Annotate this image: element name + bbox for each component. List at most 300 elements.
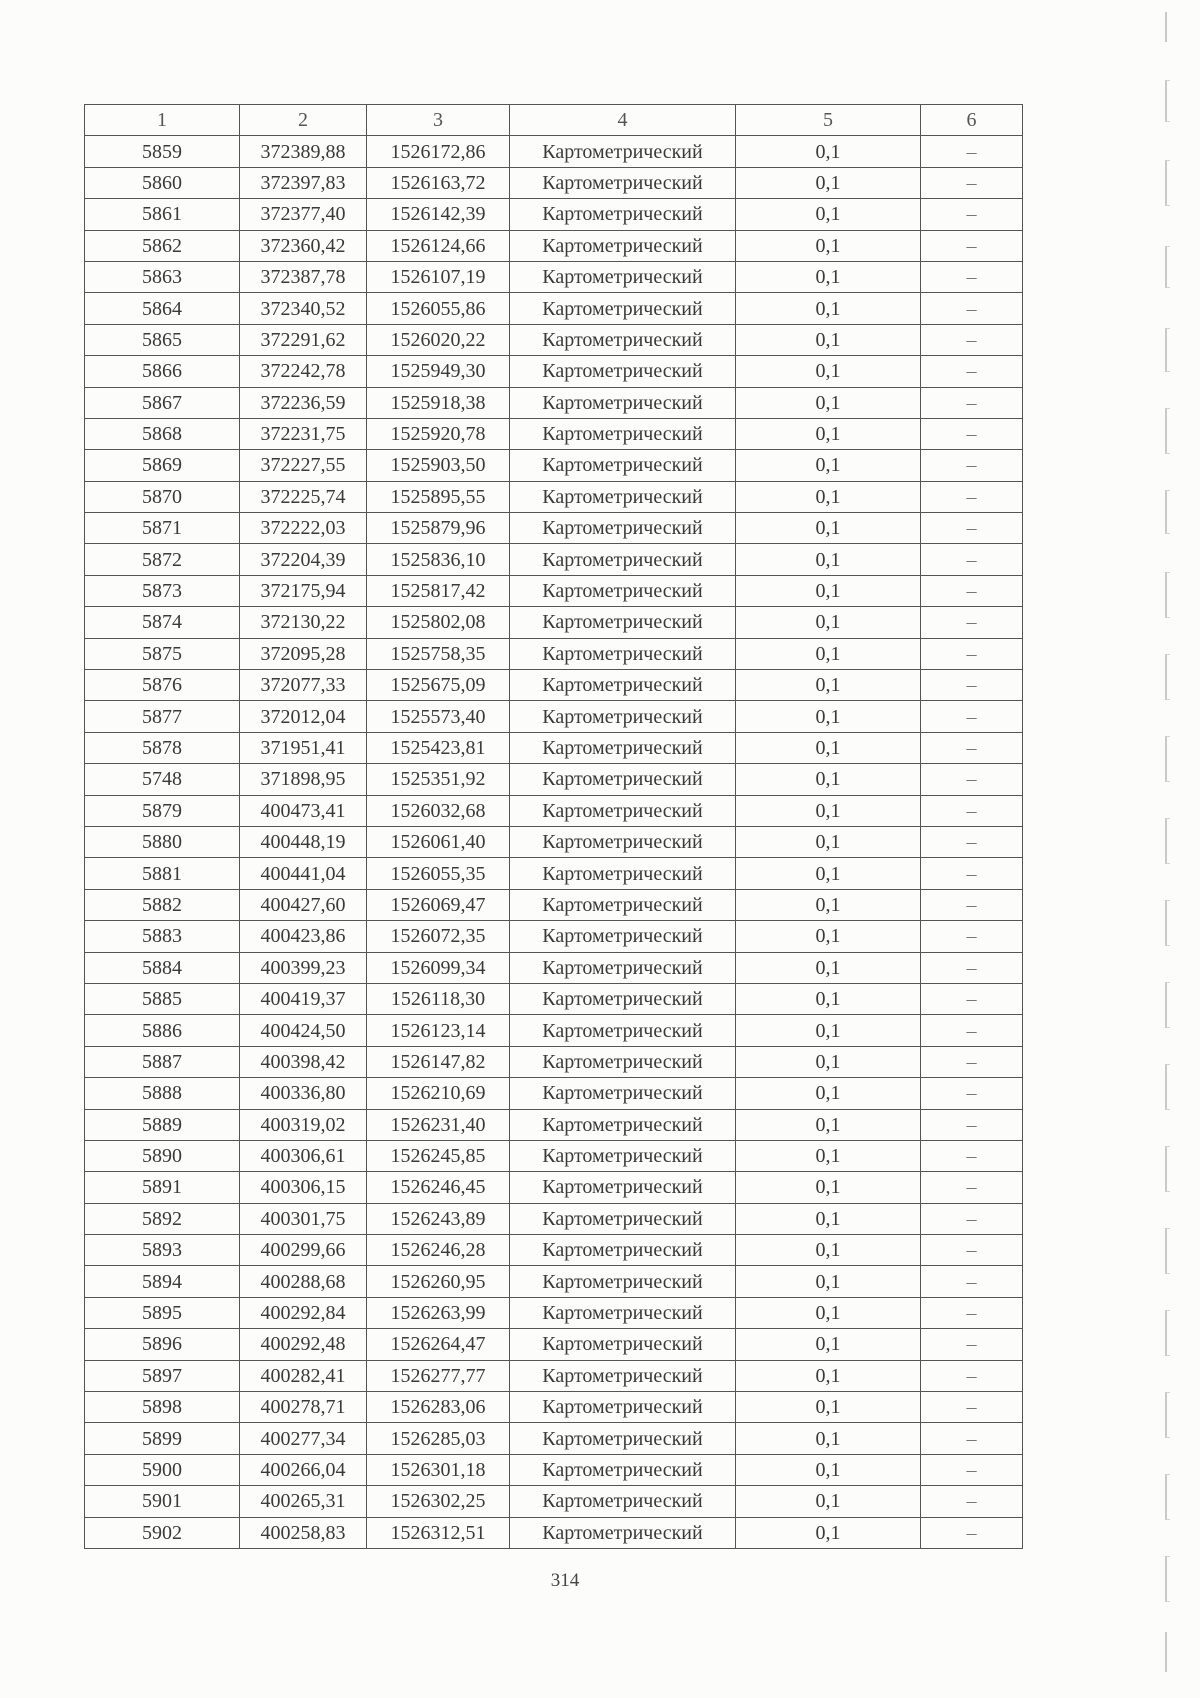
table-row	[85, 1486, 1023, 1517]
x-coordinate-cell: 400423,86	[240, 921, 367, 952]
y-coordinate-cell: 1526246,28	[367, 1235, 510, 1266]
accuracy-cell: 0,1	[736, 544, 921, 575]
accuracy-cell: 0,1	[736, 199, 921, 230]
y-coordinate-cell: 1526069,47	[367, 889, 510, 920]
table-row	[85, 889, 1023, 920]
scan-edge-mark	[1165, 736, 1170, 782]
note-cell: –	[921, 167, 1023, 198]
x-coordinate-cell: 372225,74	[240, 481, 367, 512]
table-row	[85, 1140, 1023, 1171]
point-number-cell: 5882	[85, 889, 240, 920]
accuracy-cell: 0,1	[736, 1486, 921, 1517]
x-coordinate-cell: 400427,60	[240, 889, 367, 920]
table-row	[85, 513, 1023, 544]
table-row	[85, 324, 1023, 355]
accuracy-cell: 0,1	[736, 795, 921, 826]
table-row	[85, 167, 1023, 198]
accuracy-cell: 0,1	[736, 293, 921, 324]
accuracy-cell: 0,1	[736, 1015, 921, 1046]
point-number-cell: 5860	[85, 167, 240, 198]
method-cell: Картометрический	[510, 1172, 736, 1203]
table-row	[85, 1517, 1023, 1548]
y-coordinate-cell: 1526283,06	[367, 1392, 510, 1423]
scan-edge-mark	[1165, 12, 1170, 42]
accuracy-cell: 0,1	[736, 1392, 921, 1423]
y-coordinate-cell: 1526107,19	[367, 261, 510, 292]
scan-edge-mark	[1165, 1064, 1170, 1110]
point-number-cell: 5879	[85, 795, 240, 826]
scan-edge-mark	[1165, 246, 1170, 288]
point-number-cell: 5887	[85, 1046, 240, 1077]
table-row	[85, 1172, 1023, 1203]
table-row	[85, 764, 1023, 795]
table-row	[85, 481, 1023, 512]
y-coordinate-cell: 1526312,51	[367, 1517, 510, 1548]
x-coordinate-cell: 372340,52	[240, 293, 367, 324]
x-coordinate-cell: 372175,94	[240, 575, 367, 606]
method-cell: Картометрический	[510, 1297, 736, 1328]
y-coordinate-cell: 1526260,95	[367, 1266, 510, 1297]
x-coordinate-cell: 372077,33	[240, 670, 367, 701]
method-cell: Картометрический	[510, 356, 736, 387]
accuracy-cell: 0,1	[736, 167, 921, 198]
accuracy-cell: 0,1	[736, 952, 921, 983]
y-coordinate-cell: 1526123,14	[367, 1015, 510, 1046]
method-cell: Картометрический	[510, 1454, 736, 1485]
x-coordinate-cell: 372291,62	[240, 324, 367, 355]
method-cell: Картометрический	[510, 136, 736, 167]
column-header-6: 6	[921, 105, 1023, 136]
method-cell: Картометрический	[510, 701, 736, 732]
method-cell: Картометрический	[510, 1109, 736, 1140]
x-coordinate-cell: 372236,59	[240, 387, 367, 418]
y-coordinate-cell: 1525573,40	[367, 701, 510, 732]
accuracy-cell: 0,1	[736, 1423, 921, 1454]
note-cell: –	[921, 356, 1023, 387]
note-cell: –	[921, 513, 1023, 544]
y-coordinate-cell: 1526061,40	[367, 826, 510, 857]
method-cell: Картометрический	[510, 230, 736, 261]
scan-edge-mark	[1165, 490, 1170, 534]
point-number-cell: 5878	[85, 732, 240, 763]
y-coordinate-cell: 1525758,35	[367, 638, 510, 669]
note-cell: –	[921, 701, 1023, 732]
y-coordinate-cell: 1525903,50	[367, 450, 510, 481]
point-number-cell: 5894	[85, 1266, 240, 1297]
y-coordinate-cell: 1526245,85	[367, 1140, 510, 1171]
table-row	[85, 293, 1023, 324]
accuracy-cell: 0,1	[736, 826, 921, 857]
method-cell: Картометрический	[510, 1266, 736, 1297]
table-row	[85, 1329, 1023, 1360]
point-number-cell: 5748	[85, 764, 240, 795]
point-number-cell: 5899	[85, 1423, 240, 1454]
table-row	[85, 638, 1023, 669]
table-row	[85, 1297, 1023, 1328]
point-number-cell: 5898	[85, 1392, 240, 1423]
table-row	[85, 1360, 1023, 1391]
y-coordinate-cell: 1526055,86	[367, 293, 510, 324]
table-row	[85, 1454, 1023, 1485]
method-cell: Картометрический	[510, 199, 736, 230]
table-row	[85, 795, 1023, 826]
y-coordinate-cell: 1526302,25	[367, 1486, 510, 1517]
y-coordinate-cell: 1526210,69	[367, 1078, 510, 1109]
method-cell: Картометрический	[510, 1046, 736, 1077]
method-cell: Картометрический	[510, 167, 736, 198]
table-row	[85, 826, 1023, 857]
point-number-cell: 5902	[85, 1517, 240, 1548]
x-coordinate-cell: 400292,84	[240, 1297, 367, 1328]
x-coordinate-cell: 400277,34	[240, 1423, 367, 1454]
method-cell: Картометрический	[510, 921, 736, 952]
table-row	[85, 983, 1023, 1014]
point-number-cell: 5893	[85, 1235, 240, 1266]
scan-edge-mark	[1165, 80, 1170, 122]
y-coordinate-cell: 1526124,66	[367, 230, 510, 261]
y-coordinate-cell: 1526020,22	[367, 324, 510, 355]
point-number-cell: 5880	[85, 826, 240, 857]
accuracy-cell: 0,1	[736, 324, 921, 355]
point-number-cell: 5891	[85, 1172, 240, 1203]
x-coordinate-cell: 400441,04	[240, 858, 367, 889]
point-number-cell: 5885	[85, 983, 240, 1014]
accuracy-cell: 0,1	[736, 1109, 921, 1140]
point-number-cell: 5872	[85, 544, 240, 575]
method-cell: Картометрический	[510, 732, 736, 763]
scan-edge-mark	[1165, 1146, 1170, 1192]
method-cell: Картометрический	[510, 638, 736, 669]
table-row	[85, 1203, 1023, 1234]
y-coordinate-cell: 1526263,99	[367, 1297, 510, 1328]
table-body	[85, 136, 1023, 1549]
x-coordinate-cell: 372242,78	[240, 356, 367, 387]
point-number-cell: 5900	[85, 1454, 240, 1485]
y-coordinate-cell: 1526277,77	[367, 1360, 510, 1391]
y-coordinate-cell: 1525895,55	[367, 481, 510, 512]
y-coordinate-cell: 1526118,30	[367, 983, 510, 1014]
y-coordinate-cell: 1526243,89	[367, 1203, 510, 1234]
scan-edge-mark	[1165, 982, 1170, 1028]
table-row	[85, 1392, 1023, 1423]
column-header-4: 4	[510, 105, 736, 136]
y-coordinate-cell: 1526172,86	[367, 136, 510, 167]
method-cell: Картометрический	[510, 387, 736, 418]
method-cell: Картометрический	[510, 1360, 736, 1391]
y-coordinate-cell: 1526285,03	[367, 1423, 510, 1454]
method-cell: Картометрический	[510, 1078, 736, 1109]
note-cell: –	[921, 764, 1023, 795]
accuracy-cell: 0,1	[736, 575, 921, 606]
point-number-cell: 5877	[85, 701, 240, 732]
y-coordinate-cell: 1525423,81	[367, 732, 510, 763]
column-header-2: 2	[240, 105, 367, 136]
accuracy-cell: 0,1	[736, 261, 921, 292]
y-coordinate-cell: 1525879,96	[367, 513, 510, 544]
accuracy-cell: 0,1	[736, 983, 921, 1014]
x-coordinate-cell: 372389,88	[240, 136, 367, 167]
note-cell: –	[921, 1015, 1023, 1046]
point-number-cell: 5895	[85, 1297, 240, 1328]
note-cell: –	[921, 199, 1023, 230]
accuracy-cell: 0,1	[736, 1517, 921, 1548]
note-cell: –	[921, 670, 1023, 701]
y-coordinate-cell: 1526264,47	[367, 1329, 510, 1360]
point-number-cell: 5866	[85, 356, 240, 387]
note-cell: –	[921, 1392, 1023, 1423]
table-row	[85, 575, 1023, 606]
table-row	[85, 858, 1023, 889]
method-cell: Картометрический	[510, 481, 736, 512]
accuracy-cell: 0,1	[736, 764, 921, 795]
x-coordinate-cell: 372360,42	[240, 230, 367, 261]
method-cell: Картометрический	[510, 1392, 736, 1423]
scan-edge-mark	[1165, 408, 1170, 454]
point-number-cell: 5897	[85, 1360, 240, 1391]
x-coordinate-cell: 371951,41	[240, 732, 367, 763]
x-coordinate-cell: 400424,50	[240, 1015, 367, 1046]
x-coordinate-cell: 400265,31	[240, 1486, 367, 1517]
point-number-cell: 5865	[85, 324, 240, 355]
scan-edge-mark	[1165, 900, 1170, 946]
note-cell: –	[921, 136, 1023, 167]
accuracy-cell: 0,1	[736, 1046, 921, 1077]
table-row	[85, 1109, 1023, 1140]
y-coordinate-cell: 1526142,39	[367, 199, 510, 230]
method-cell: Картометрический	[510, 826, 736, 857]
x-coordinate-cell: 400336,80	[240, 1078, 367, 1109]
x-coordinate-cell: 372012,04	[240, 701, 367, 732]
note-cell: –	[921, 1454, 1023, 1485]
point-number-cell: 5869	[85, 450, 240, 481]
y-coordinate-cell: 1526055,35	[367, 858, 510, 889]
x-coordinate-cell: 372231,75	[240, 418, 367, 449]
point-number-cell: 5901	[85, 1486, 240, 1517]
y-coordinate-cell: 1525918,38	[367, 387, 510, 418]
y-coordinate-cell: 1526301,18	[367, 1454, 510, 1485]
point-number-cell: 5888	[85, 1078, 240, 1109]
note-cell: –	[921, 921, 1023, 952]
point-number-cell: 5886	[85, 1015, 240, 1046]
x-coordinate-cell: 400319,02	[240, 1109, 367, 1140]
x-coordinate-cell: 400278,71	[240, 1392, 367, 1423]
scan-edge-mark	[1165, 1632, 1170, 1672]
column-header-1: 1	[85, 105, 240, 136]
method-cell: Картометрический	[510, 293, 736, 324]
x-coordinate-cell: 400419,37	[240, 983, 367, 1014]
accuracy-cell: 0,1	[736, 513, 921, 544]
point-number-cell: 5876	[85, 670, 240, 701]
accuracy-cell: 0,1	[736, 701, 921, 732]
table-row	[85, 544, 1023, 575]
scan-edge-mark	[1165, 1474, 1170, 1520]
table-row	[85, 261, 1023, 292]
accuracy-cell: 0,1	[736, 607, 921, 638]
y-coordinate-cell: 1526072,35	[367, 921, 510, 952]
note-cell: –	[921, 1140, 1023, 1171]
accuracy-cell: 0,1	[736, 1266, 921, 1297]
x-coordinate-cell: 372222,03	[240, 513, 367, 544]
method-cell: Картометрический	[510, 1140, 736, 1171]
note-cell: –	[921, 889, 1023, 920]
note-cell: –	[921, 418, 1023, 449]
method-cell: Картометрический	[510, 764, 736, 795]
point-number-cell: 5861	[85, 199, 240, 230]
table-row	[85, 356, 1023, 387]
x-coordinate-cell: 372095,28	[240, 638, 367, 669]
note-cell: –	[921, 826, 1023, 857]
point-number-cell: 5870	[85, 481, 240, 512]
y-coordinate-cell: 1525949,30	[367, 356, 510, 387]
coordinates-table	[84, 104, 1023, 1549]
scan-edge-mark	[1165, 654, 1170, 700]
table-row	[85, 1423, 1023, 1454]
accuracy-cell: 0,1	[736, 1203, 921, 1234]
note-cell: –	[921, 1203, 1023, 1234]
method-cell: Картометрический	[510, 1015, 736, 1046]
table-row	[85, 387, 1023, 418]
y-coordinate-cell: 1525920,78	[367, 418, 510, 449]
accuracy-cell: 0,1	[736, 1360, 921, 1391]
table-row	[85, 732, 1023, 763]
table-row	[85, 1266, 1023, 1297]
y-coordinate-cell: 1525836,10	[367, 544, 510, 575]
y-coordinate-cell: 1525817,42	[367, 575, 510, 606]
table-row	[85, 1046, 1023, 1077]
x-coordinate-cell: 400473,41	[240, 795, 367, 826]
y-coordinate-cell: 1526231,40	[367, 1109, 510, 1140]
note-cell: –	[921, 1360, 1023, 1391]
note-cell: –	[921, 230, 1023, 261]
method-cell: Картометрический	[510, 1423, 736, 1454]
x-coordinate-cell: 400288,68	[240, 1266, 367, 1297]
note-cell: –	[921, 1486, 1023, 1517]
note-cell: –	[921, 1235, 1023, 1266]
x-coordinate-cell: 372377,40	[240, 199, 367, 230]
point-number-cell: 5890	[85, 1140, 240, 1171]
x-coordinate-cell: 372130,22	[240, 607, 367, 638]
y-coordinate-cell: 1526099,34	[367, 952, 510, 983]
method-cell: Картометрический	[510, 670, 736, 701]
y-coordinate-cell: 1525802,08	[367, 607, 510, 638]
accuracy-cell: 0,1	[736, 387, 921, 418]
x-coordinate-cell: 372204,39	[240, 544, 367, 575]
note-cell: –	[921, 1078, 1023, 1109]
y-coordinate-cell: 1526032,68	[367, 795, 510, 826]
x-coordinate-cell: 400306,15	[240, 1172, 367, 1203]
point-number-cell: 5883	[85, 921, 240, 952]
table-row	[85, 607, 1023, 638]
method-cell: Картометрический	[510, 983, 736, 1014]
point-number-cell: 5896	[85, 1329, 240, 1360]
y-coordinate-cell: 1526246,45	[367, 1172, 510, 1203]
note-cell: –	[921, 575, 1023, 606]
note-cell: –	[921, 1046, 1023, 1077]
point-number-cell: 5874	[85, 607, 240, 638]
accuracy-cell: 0,1	[736, 732, 921, 763]
note-cell: –	[921, 795, 1023, 826]
accuracy-cell: 0,1	[736, 1140, 921, 1171]
method-cell: Картометрический	[510, 575, 736, 606]
accuracy-cell: 0,1	[736, 481, 921, 512]
method-cell: Картометрический	[510, 858, 736, 889]
table-row	[85, 418, 1023, 449]
column-header-3: 3	[367, 105, 510, 136]
table-row	[85, 230, 1023, 261]
method-cell: Картометрический	[510, 952, 736, 983]
table-row	[85, 1235, 1023, 1266]
y-coordinate-cell: 1526163,72	[367, 167, 510, 198]
note-cell: –	[921, 1423, 1023, 1454]
x-coordinate-cell: 372227,55	[240, 450, 367, 481]
method-cell: Картометрический	[510, 889, 736, 920]
accuracy-cell: 0,1	[736, 1297, 921, 1328]
y-coordinate-cell: 1525351,92	[367, 764, 510, 795]
note-cell: –	[921, 293, 1023, 324]
x-coordinate-cell: 400306,61	[240, 1140, 367, 1171]
accuracy-cell: 0,1	[736, 136, 921, 167]
table-row	[85, 136, 1023, 167]
table-header	[85, 105, 1023, 136]
point-number-cell: 5863	[85, 261, 240, 292]
table-row	[85, 701, 1023, 732]
scan-edge-mark	[1165, 572, 1170, 618]
x-coordinate-cell: 400282,41	[240, 1360, 367, 1391]
point-number-cell: 5884	[85, 952, 240, 983]
accuracy-cell: 0,1	[736, 1454, 921, 1485]
table-row	[85, 670, 1023, 701]
x-coordinate-cell: 400258,83	[240, 1517, 367, 1548]
accuracy-cell: 0,1	[736, 1235, 921, 1266]
note-cell: –	[921, 261, 1023, 292]
scan-edge-mark	[1165, 818, 1170, 864]
table-row	[85, 921, 1023, 952]
method-cell: Картометрический	[510, 513, 736, 544]
point-number-cell: 5859	[85, 136, 240, 167]
point-number-cell: 5867	[85, 387, 240, 418]
note-cell: –	[921, 638, 1023, 669]
note-cell: –	[921, 1329, 1023, 1360]
note-cell: –	[921, 1172, 1023, 1203]
note-cell: –	[921, 450, 1023, 481]
point-number-cell: 5862	[85, 230, 240, 261]
table-row	[85, 199, 1023, 230]
point-number-cell: 5864	[85, 293, 240, 324]
point-number-cell: 5873	[85, 575, 240, 606]
page-number: 314	[550, 1570, 580, 1591]
method-cell: Картометрический	[510, 418, 736, 449]
accuracy-cell: 0,1	[736, 921, 921, 952]
scan-edge-mark	[1165, 328, 1170, 372]
note-cell: –	[921, 481, 1023, 512]
x-coordinate-cell: 400266,04	[240, 1454, 367, 1485]
table-row	[85, 1078, 1023, 1109]
accuracy-cell: 0,1	[736, 670, 921, 701]
note-cell: –	[921, 732, 1023, 763]
method-cell: Картометрический	[510, 324, 736, 355]
accuracy-cell: 0,1	[736, 1172, 921, 1203]
scan-edge-mark	[1165, 160, 1170, 206]
table-row	[85, 952, 1023, 983]
note-cell: –	[921, 983, 1023, 1014]
scan-edge-mark	[1165, 1310, 1170, 1356]
note-cell: –	[921, 607, 1023, 638]
method-cell: Картометрический	[510, 607, 736, 638]
method-cell: Картометрический	[510, 1235, 736, 1266]
scan-edge-mark	[1165, 1228, 1170, 1274]
x-coordinate-cell: 400299,66	[240, 1235, 367, 1266]
scan-edge-mark	[1165, 1392, 1170, 1438]
